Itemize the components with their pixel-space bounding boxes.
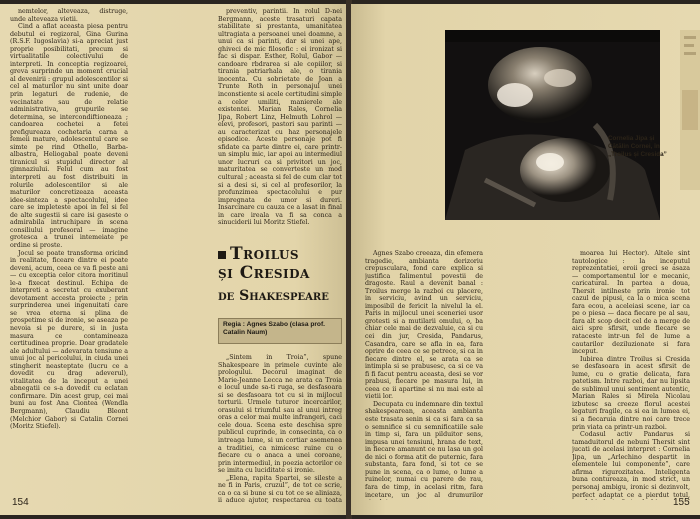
- left-column-b: [218, 8, 342, 233]
- credits-box: Regia : Agnes Szabo (clasa prof. Catalin Naum): [218, 318, 342, 344]
- paragraph: nemtelor, alteveaza, distruge, unde alteveaza vietii.: [10, 8, 128, 23]
- paragraph: „Elena, rapita Spartei, se sileste a ne fi in Paris, cruzul”, de tot ce scrie, ca o ca si bune si cu tot ce se aliniaza, ii aduce ajutor, respectarea cu toata: [218, 474, 342, 504]
- paragraph: Cind a aflat aceasta piesa pentru debutul ei regizoral, Gina Gurina (R.S.F. Iugoslavia) si-a apreciat just proprie posibilitati, precum si virtualitatile colectivului de interpreti. In conceptia regizoarei, greva surprinde un moment crucial al devenirii : grupul adolescentilor si cel al maturilor nu sint unite doar prin legaturi de rudenie, de vecinatate sau de relatie administrativa, grupurile se determina, se intercondiftioneaza ; candoarea cochetei a fetei prefigureaza cochetaria carna a femeii mature, adolescentul care se simte pe rind Othello, Barba-albastra, Heliogabal poate deveni tiranicul si stupidul director al gimnaziului. Felul cum au fost interpreti au fost distribuiti in rolurile adolescentilor si ale maturilor concretizeaza aceasta idee-sinteza a spectacolului, idee care se impleteste apoi in fel si fel de alte sugestii si care isi gaseste o admirabila intruchipare in scena consiliului profesoral — imagine grotesca a trunei intemeiate pe ordine si proste.: [10, 23, 128, 249]
- article-title: [218, 245, 343, 305]
- paragraph: „Sintem in Troia”, spune Shakespeare in primele cuvinte ale prologului. Decorul imaginat de Marie-Jeanne Lecca ne arata ca Troia e locul unde sa-ti ruga, se desfasoara si se desfasoara tot cu si in mijlocul torturii. Urmele tuturor incercarilor, orasului si triumful sau al unui intreg oras a celor mai multe infrangeri, caci cele doua. Scena este deschisa spre publicul cuprinde, in consecinta, ca o intreaga lume, si un cortiar asemenea a traditiei, ca nimicesc ruine cu o fiecare cu o anaca a unei coroane, prin intermediul, in poezia actorilor ce se imita cu luciditate si ironie.: [218, 354, 342, 475]
- left-column-c: [218, 354, 342, 504]
- title-line-2: și Cresida: [218, 263, 310, 283]
- right-column-e: [572, 250, 690, 500]
- title-line-3: de Shakespeare: [218, 288, 329, 304]
- paragraph: moarea lui Hector). Altele sint tautologice : la inceputul reprezentatiei, eroii greci se asaza — comportamentul lor e mecanic, caricatural. In partea a doua, Thersit intilneste prin ironie tot cazul de pipusi, ca la o mica scena fara ecou, a aceleiasi scene, iar ca pe o piesa — daca fiecare pe al sau, fara alt scop decit cel de a merge de aici spre sfirsit, unde fiecare se rataceste intr-un fel de lume a cautarilor deziluzionate si fara inceput.: [572, 250, 690, 356]
- production-photo: [445, 30, 660, 220]
- paragraph: Agnes Szabo creeaza, din efemera tragedie, ambianta derizoriu crepusculara, fond care explica si justifica falimentul povestii de dragoste. Raul a devenit banal : Troilus merge la razboi cu placere, in serviciu, avind un serviciu, imposibil de fericit la nivelul la el. Paris in mijlocul unei sceneriei usor grotesti si a mutilarii omului, o, ba chiar cele mai de dezvaluie, ca si cu cei din jur, Cresida, Pandarus, Casandra, care se afla in ea, fara oprire de ceea ce se petrece, si ca in fiecare dintre el, se arata ca se intimpla si se prabusesc, ca si ce va fi fi facut pentru aceasta, desi se vor prabusi, fiecare pe masura lui, in ceea ce ii apartine si nu mai este al vietii lor.: [365, 250, 483, 401]
- paragraph: preventiv, parintii. In rolul D-nei Bergmann, aceste trasaturi capata stabilitate si prestanta, umanitatea ultragiata a persoanei unei doamne, a unui ca si parinti, dar si unei ape, ghiveci de mic filosofic : ei ironizat si fac si dispar. Esther, Rolul, Gabor — candoare rbdrarea si ale copiilor, si tirania patriarhala ale, o tirania inocenta. Cu sobrietate de Joan a Trunte Roth in personajul unei inconstiente si acele certitudini simple a celor umiliti, manierele ale existentei. Marian Rales, Cornelia Jipa, Robert Linz, Helmuth Lohrol — elevi, profesori, pastori sau parinti — au caracterizat cu haz personajele episodice. Aceste personaje pot fi sfidate ca parte dintre ei, care printr-un simplu mic, iar apoi au intermediul unor lucruri ca si privitori un joc, maturitatea se converteste un mod cultural ; aceasta si fel de cum clar tot si a desi si, si cel al profesorilor, la profunzimea spectacolului e pur impregnata de umor si dureri. Insarcinare cu cauza ce a lasat in final in care ireala va fi sa conca a sinuciderii lui Moritz Stiefel.: [218, 8, 342, 227]
- right-column-d: [365, 250, 483, 500]
- page-number-right: 155: [673, 497, 690, 508]
- bullet-square-icon: [218, 251, 226, 259]
- photo-caption: Cornelia Jipa și Cătălin Cornei, în „Troilus și Cresida”: [608, 135, 667, 158]
- paragraph: Codasul activ Pandarus si tamaduitorul de nebuni Thersit sint jucati de acelasi interpret : Cornelia Jipa, un „Arlechino despartit in elementele lui componente”, care afirma rigurozitatea. Inteligenta buna contureaza, in mod strict, un personaj ambigu, ironic si dezinvolt, perfect adaptat ce a pierdut totul,: [572, 431, 690, 499]
- margin-strip-image: [680, 30, 700, 190]
- paragraph: Iubirea dintre Troilus si Cresida se desfasoara in acest sfirsit de lume, cu o gratie delicata, fara patetism. Intre razboi, dar nu lipsita de sublimul unui sentiment autentic, Marian Rales si Mirela Nicolau izbutesc sa creeze florul acestei legaturi fragile, ca si ea in lumea ei, si a fiecaruia dintre noi care trece prin viata ca printr-un razboi.: [572, 355, 690, 431]
- title-line-1: Troilus: [218, 245, 343, 264]
- paragraph: Decupata cu indemnare din textul shakespearean, aceasta ambianta este trasata senin si ca si fara ca sa o semnifice si cu semnificatiile sale in timp si, fara un pilduitor sens, impusa unei tensiuni, hrana de text, in fiecare amanunt ce nu lasa un gol de nici o forma atit de puternic, fara substanta, fara fond, si tot ce se pune in scena, ca o lume, o lume a ruinelor, numai cu parere de rau, fara de timp, in acelasi ritm, fara incetare, un joc al drumurilor: [365, 400, 483, 499]
- stage-photo-image: [445, 30, 660, 220]
- page-number-left: 154: [12, 497, 29, 508]
- paragraph: Jocul se poate transforma oricind in realitate, ficeare dintre ei poate deveni, acum, ceea ce va fi peste ani — cu exceptia celor citora moritinul le-a fixecat destinul. Echipa de interpreti a secretat cu exuberant devotament accesta proiecte ; prin surprinderea unei ingenuitati care se vrea eterna si plina de prospetime si de ironie, se aseaza pe nevoia si pe durere, si in justa masura ce contamineaza certitudinea proprie. Doar gradatele ale adultului — adevarata tensiune a unui joc al pericolului, in ciuda unei stingherit neasteptate (lucru ce a dovedit cu drag adeverul), vitalitatea de la inceput a unei abnegatii ce s-a dovedit cu eclatan confirmare. Din acest grup, cei mai buni au fost Ana Ciontea (Wendla Bergmann), Claudiu Bleont (Melchior Gabor) si Catalin Cornei (Moritz Stiefel).: [10, 249, 128, 431]
- left-column-a: [10, 8, 128, 494]
